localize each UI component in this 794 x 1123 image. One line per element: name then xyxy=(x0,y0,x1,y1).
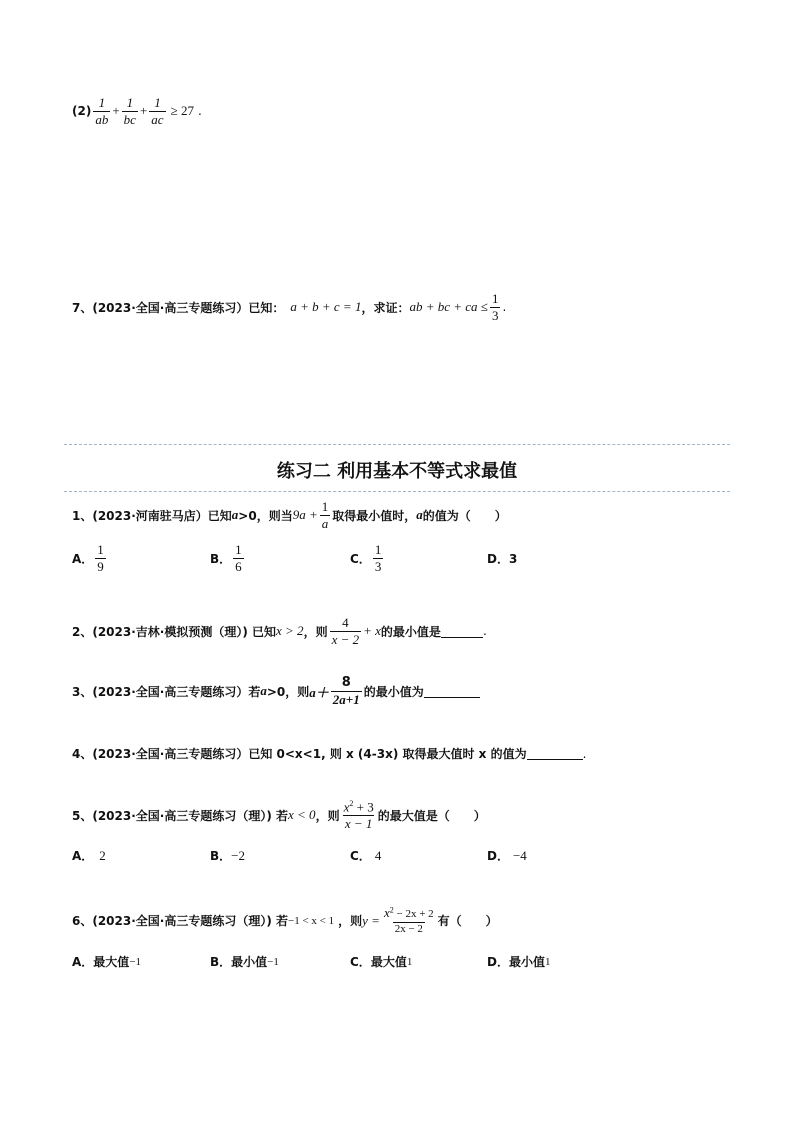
option-c[interactable]: C． $\frac{1}{3}$ xyxy=(350,542,382,574)
question-4: 4、(2023·全国·高三专题练习）已知 0<x<1, 则 x (4-3x) 取得最大值时 x 的值为 . xyxy=(72,746,587,761)
condition: a + b + c = 1 xyxy=(290,299,362,315)
condition: x < 0 xyxy=(288,807,316,823)
option-c[interactable]: C． 最大值 1 xyxy=(350,955,413,969)
section-title: 练习二 利用基本不等式求最值 xyxy=(276,461,518,482)
part2-label: (2) xyxy=(72,104,92,119)
inequality: ≥ 27 xyxy=(170,103,194,119)
option-b[interactable]: B． $\frac{1}{6}$ xyxy=(210,542,242,574)
question-6: 6、(2023·全国·高三专题练习（理）) 若 −1 < x < 1 ，则 y = $\frac{x^2 - 2x + 2}{2x - 2}$ 有（ ） xyxy=(72,905,498,935)
fraction: $\frac{1}{3}$ xyxy=(374,542,382,574)
fraction: $\frac{1}{3}$ xyxy=(491,291,499,323)
fraction: $\frac{1}{ac}$ xyxy=(151,95,164,127)
answer-blank[interactable] xyxy=(527,747,583,760)
option-a[interactable]: A． $\frac{1}{9}$ xyxy=(72,542,104,574)
option-c[interactable]: C． 4 xyxy=(350,847,382,863)
expression: 9a + xyxy=(292,507,318,523)
question-prefix: 2、(2023·吉林·模拟预测（理）) 已知 xyxy=(72,624,277,639)
question-text: 4、(2023·全国·高三专题练习）已知 0<x<1, 则 x (4-3x) 取得最大值时 x 的值为 xyxy=(72,747,527,761)
option-b[interactable]: B． −2 xyxy=(210,847,245,863)
top-divider xyxy=(64,444,730,445)
fraction: $\frac{8}{2a+1}$ xyxy=(332,675,360,707)
question-prefix: 1、(2023·河南驻马店）已知 xyxy=(72,508,232,523)
fraction: $\frac{4}{x - 2}$ xyxy=(331,615,360,647)
condition: x > 2 xyxy=(276,623,304,639)
fraction: $\frac{x^2 + 3}{x - 1}$ xyxy=(343,799,374,831)
bottom-divider xyxy=(64,491,730,492)
option-b[interactable]: B． 最小值 −1 xyxy=(210,955,279,969)
part2-line: (2) $\frac{1}{ab}$ + $\frac{1}{bc}$ + $\frac{1}{ac}$ ≥ 27 . xyxy=(72,95,202,127)
question-prefix: 3、(2023·全国·高三专题练习）若 xyxy=(72,684,261,699)
option-d[interactable]: D． −4 xyxy=(487,847,527,863)
question-prefix: 7、(2023·全国·高三专题练习）已知： xyxy=(72,300,285,315)
question-5: 5、(2023·全国·高三专题练习（理）) 若 x < 0 ，则 $\frac{x^2 + 3}{x - 1}$ 的最大值是（ ） xyxy=(72,799,486,831)
question-prefix: 6、(2023·全国·高三专题练习（理）) 若 xyxy=(72,914,289,929)
fraction: $\frac{1}{a}$ xyxy=(321,499,329,531)
question-prefix: 5、(2023·全国·高三专题练习（理）) 若 xyxy=(72,808,289,823)
option-a[interactable]: A． 2 xyxy=(72,847,106,863)
fraction: $\frac{1}{bc}$ xyxy=(123,95,136,127)
option-a[interactable]: A． 最大值 −1 xyxy=(72,955,142,969)
option-d[interactable]: D． 3 xyxy=(487,551,518,566)
answer-blank[interactable] xyxy=(424,685,480,698)
question-2: 2、(2023·吉林·模拟预测（理）) 已知 x > 2 ，则 $\frac{4}{x - 2}$ + x 的最小值是 . xyxy=(72,615,487,647)
fraction: $\frac{1}{6}$ xyxy=(235,542,242,574)
question-1: 1、(2023·河南驻马店）已知 a >0，则当 9a + $\frac{1}{a}$ 取得最小值时， a 的值为（ ） xyxy=(72,499,507,531)
option-d[interactable]: D． 最小值 1 xyxy=(487,955,551,969)
fraction: $\frac{x^2 - 2x + 2}{2x - 2}$ xyxy=(383,905,434,935)
answer-blank[interactable] xyxy=(441,625,483,638)
fraction: $\frac{1}{9}$ xyxy=(97,542,104,574)
expression: ab + bc + ca ≤ xyxy=(409,299,488,315)
question-7: 7、(2023·全国·高三专题练习）已知： a + b + c = 1 ，求证： ab + bc + ca ≤ $\frac{1}{3}$ . xyxy=(72,291,507,323)
fraction: $\frac{1}{ab}$ xyxy=(95,95,109,127)
question-3: 3、(2023·全国·高三专题练习）若 a >0，则 a＋ $\frac{8}{2a+1}$ 的最小值为 xyxy=(72,676,480,706)
condition: −1 < x < 1 xyxy=(288,914,335,927)
